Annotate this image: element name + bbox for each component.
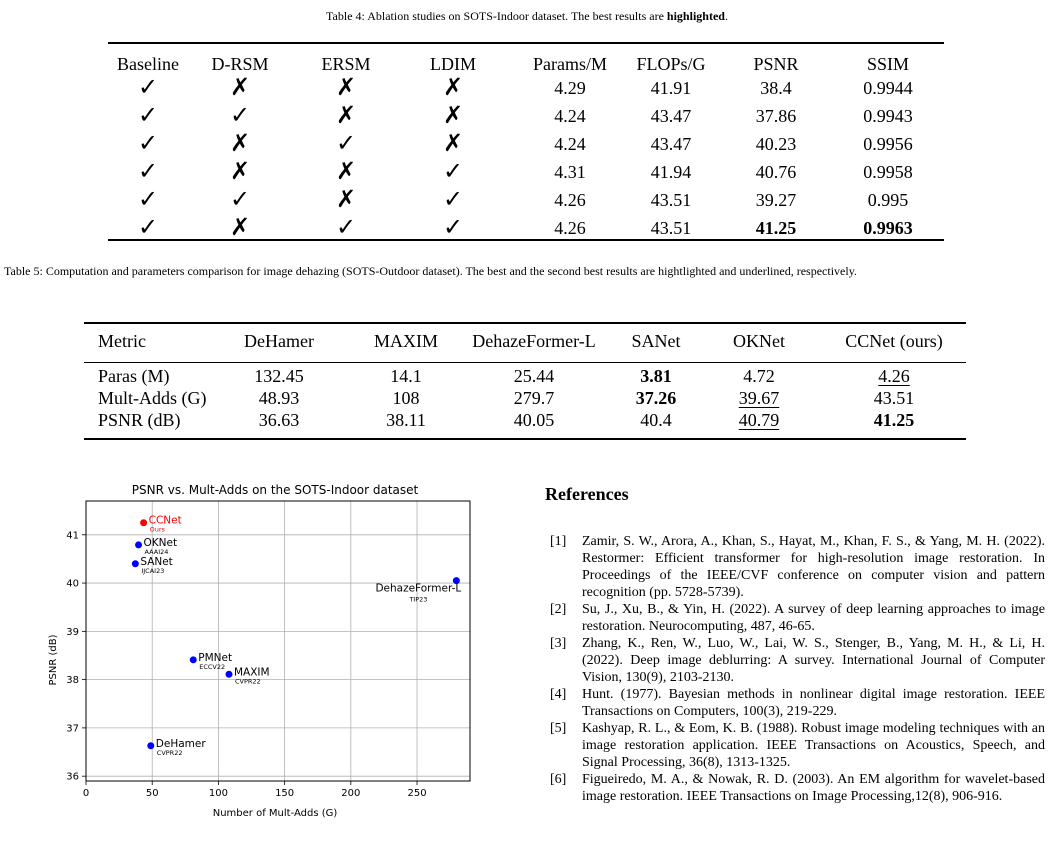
table4-header-cell: D-RSM	[211, 54, 269, 74]
table4-cell: 43.51	[650, 218, 692, 238]
table4-cell: ✗	[442, 103, 464, 129]
table5-cell-wrap	[346, 387, 466, 409]
chart-xtick-label: 0	[82, 788, 90, 799]
table4-cell: 40.23	[755, 134, 797, 154]
table4-cell: ✓	[229, 103, 251, 129]
table5-bottom-rule	[84, 438, 966, 440]
table5-cell-wrap	[224, 409, 334, 431]
chart-point-label: DeHamer	[155, 737, 206, 750]
reference-item	[550, 533, 1045, 601]
table4-cell: 41.91	[650, 78, 692, 98]
table5-cell-wrap	[98, 330, 238, 352]
table4-caption-text: Table 4: Ablation studies on SOTS-Indoor dataset. The best results are	[326, 9, 667, 23]
table5-cell-wrap	[224, 387, 334, 409]
table4-row	[108, 214, 944, 242]
table4-cell: 4.26	[554, 218, 586, 238]
table4-cell: ✗	[229, 215, 251, 241]
table4-cell: ✗	[335, 187, 357, 213]
reference-text: Hunt. (1977). Bayesian methods in nonlinear digital image restoration. IEEE Transactions on Computers, 100(3), 219-229.	[582, 687, 1045, 719]
chart-point-venue: TIP23	[409, 595, 428, 604]
reference-text: Figueiredo, M. A., & Nowak, R. D. (2003). An EM algorithm for wavelet-based image restoration. IEEE Transactions on Image Processing,12(8), 906-916.	[582, 772, 1045, 804]
chart-point-label: PMNet	[198, 651, 233, 664]
chart-point-venue: Ours	[149, 525, 165, 534]
table4-cell: 38.4	[760, 78, 792, 98]
table4-cell: 43.47	[650, 134, 692, 154]
table5-cell: Paras (M)	[98, 366, 170, 386]
chart-point-venue: CVPR22	[156, 748, 183, 757]
table4-row	[108, 186, 944, 214]
chart-point-label: SANet	[140, 555, 173, 568]
table5-top-rule	[84, 322, 966, 324]
chart-point-venue: IJCAI23	[141, 566, 165, 575]
table4-header-cell: SSIM	[866, 54, 910, 74]
chart-ylabel: PSNR (dB)	[48, 634, 59, 686]
table5-cell: PSNR (dB)	[98, 410, 181, 430]
chart-xlabel: Number of Mult-Adds (G)	[212, 808, 338, 819]
table4-cell: ✓	[335, 215, 357, 241]
reference-number: [1]	[550, 534, 567, 549]
chart-ytick-label: 40	[66, 578, 79, 590]
table5-cell-wrap	[346, 409, 466, 431]
chart-point	[140, 519, 147, 526]
table5-cell: 38.11	[386, 410, 426, 430]
table4-cell: 43.51	[650, 190, 692, 210]
table4-cell: 0.9958	[863, 162, 913, 182]
table5-cell-wrap	[616, 330, 696, 352]
reference-text: Kashyap, R. L., & Eom, K. B. (1988). Robust image modeling techniques with an image restoration application. IEEE Transactions on Acoustics, Speech, and Signal Processing, 36(8), 1313-1325.	[582, 721, 1045, 770]
reference-number: [5]	[550, 721, 567, 736]
table4-cell: 0.9963	[863, 218, 913, 238]
table4-cell: 41.25	[755, 218, 797, 238]
table5-cell: 43.51	[873, 388, 915, 408]
table5-header-cell: MAXIM	[373, 331, 438, 351]
reference-item	[550, 601, 1045, 635]
chart-xtick-label: 100	[208, 788, 228, 799]
chart-ticks	[66, 530, 426, 799]
table4-header-cell: Baseline	[117, 54, 179, 74]
table5-cell: 25.44	[513, 366, 555, 386]
chart-ytick-label: 36	[66, 771, 79, 783]
chart-point-label: DehazeFormer-L	[375, 582, 462, 595]
table4-cell: 37.86	[755, 106, 797, 126]
chart-xtick-label: 200	[341, 788, 361, 799]
table5-cell-wrap	[616, 387, 696, 409]
table5-row	[84, 387, 966, 409]
table4-cell: ✓	[137, 159, 159, 185]
table4-cell: ✓	[137, 75, 159, 101]
table4-cell: 41.94	[650, 162, 692, 182]
table5-cell: 40.79	[738, 410, 780, 430]
table4-cell: ✗	[442, 131, 464, 157]
chart-point	[135, 541, 142, 548]
table5-header-cell: CCNet (ours)	[845, 331, 943, 351]
table5-cell-wrap	[454, 365, 614, 387]
table4-caption-suffix: .	[724, 9, 728, 23]
table4-cell: 4.31	[554, 162, 586, 182]
table4-cell: ✗	[229, 75, 251, 101]
chart-ytick-label: 41	[66, 530, 79, 542]
table5-cell-wrap	[98, 365, 238, 387]
table5-cell-wrap	[714, 330, 804, 352]
reference-item	[550, 771, 1045, 805]
table5-cell-wrap	[98, 387, 238, 409]
table4-row	[108, 130, 944, 158]
table5-cell-wrap	[714, 387, 804, 409]
table4-cell: 0.9944	[863, 78, 913, 98]
table5-cell: 132.45	[254, 366, 304, 386]
reference-number: [6]	[550, 772, 567, 787]
chart-xtick-label: 150	[275, 788, 295, 799]
table5-row	[84, 409, 966, 431]
table4-cell: ✓	[335, 131, 357, 157]
table4-cell: 0.9943	[863, 106, 913, 126]
table5-cell-wrap	[819, 409, 969, 431]
reference-text: Zhang, K., Ren, W., Luo, W., Lai, W. S., Stenger, B., Yang, M. H., & Li, H. (2022). Deep image deblurring: A survey. International Journal of Computer Vision, 130(9), 2103-2130.	[582, 636, 1045, 685]
chart-point-label: MAXIM	[234, 666, 270, 679]
table5-cell: 4.26	[878, 366, 910, 386]
chart-xtick-label: 250	[407, 788, 427, 799]
table5-cell: 40.4	[640, 410, 672, 430]
table4-cell: ✗	[442, 75, 464, 101]
table5-cell: 36.63	[258, 410, 300, 430]
reference-item	[550, 686, 1045, 720]
table5-header-cell: DehazeFormer-L	[472, 331, 596, 351]
table5-header-cell: OKNet	[733, 331, 785, 351]
table4-cell: ✗	[335, 75, 357, 101]
table4-header-cell: PSNR	[753, 54, 799, 74]
table4-row	[108, 158, 944, 186]
table4-cell: ✓	[442, 159, 464, 185]
chart-point	[190, 656, 197, 663]
chart-ytick-label: 38	[66, 675, 79, 687]
table5-cell-wrap	[454, 330, 614, 352]
table5-cell-wrap	[224, 330, 334, 352]
table4-row	[108, 74, 944, 102]
table4-header-cell: LDIM	[430, 54, 476, 74]
chart-points	[132, 515, 462, 757]
table4-cell: 4.26	[554, 190, 586, 210]
table5-header-row	[84, 330, 966, 352]
references-title: References	[545, 484, 629, 504]
table5-cell-wrap	[819, 387, 969, 409]
table4-cell: 0.995	[867, 190, 909, 210]
table4-cell: ✗	[229, 159, 251, 185]
chart-point-venue: AAAI24	[144, 547, 169, 556]
table4-top-rule	[108, 42, 944, 44]
table5-cell-wrap	[819, 365, 969, 387]
reference-item	[550, 635, 1045, 686]
table4-cell: 4.24	[554, 106, 586, 126]
table4-cell: ✓	[137, 187, 159, 213]
table4-cell: ✗	[229, 131, 251, 157]
table5-cell-wrap	[454, 387, 614, 409]
table5-cell: 40.05	[513, 410, 555, 430]
chart-xtick-label: 50	[145, 788, 159, 799]
table4-cell: 40.76	[755, 162, 797, 182]
chart-point-venue: ECCV22	[199, 662, 226, 671]
chart-point	[147, 742, 154, 749]
table4-cell: ✓	[442, 187, 464, 213]
table5-cell-wrap	[616, 365, 696, 387]
table5-cell: 37.26	[635, 388, 677, 408]
table4-cell: 4.24	[554, 134, 586, 154]
reference-item	[550, 720, 1045, 771]
table5-cell: 279.7	[513, 388, 555, 408]
table5-cell-wrap	[616, 409, 696, 431]
table5-cell: 41.25	[873, 410, 915, 430]
reference-number: [3]	[550, 636, 567, 651]
table5-cell-wrap	[714, 365, 804, 387]
table4-header-cell: FLOPs/G	[636, 54, 706, 74]
table4-row	[108, 102, 944, 130]
table4-cell: ✓	[137, 131, 159, 157]
table4-cell: 39.27	[755, 190, 797, 210]
table4-cell: ✓	[137, 215, 159, 241]
table4-cell: 0.9956	[863, 134, 913, 154]
table5-cell: 48.93	[258, 388, 300, 408]
chart-title: PSNR vs. Mult-Adds on the SOTS-Indoor dataset	[131, 483, 419, 497]
table5-cell: 4.72	[743, 366, 775, 386]
table4-cell: ✗	[335, 103, 357, 129]
references-list	[550, 533, 1045, 805]
table4-cell: ✗	[335, 159, 357, 185]
table5-cell-wrap	[819, 330, 969, 352]
table5-cell-wrap	[714, 409, 804, 431]
table5-header-cell: Metric	[98, 331, 146, 351]
table5-cell-wrap	[346, 330, 466, 352]
table5-cell: 108	[392, 388, 420, 408]
table4-cell: ✓	[442, 215, 464, 241]
table4-cell: 43.47	[650, 106, 692, 126]
table4-header-cell: ERSM	[321, 54, 371, 74]
chart-point-venue: CVPR22	[235, 677, 261, 686]
table4-caption-bold: highlighted	[666, 9, 725, 23]
chart-point	[226, 671, 233, 678]
table5-cell: 3.81	[640, 366, 672, 386]
reference-text: Zamir, S. W., Arora, A., Khan, S., Hayat, M., Khan, F. S., & Yang, M. H. (2022). Restormer: Efficient transformer for high-resolution image restoration. In Proceedings of the IEEE/CVF conference on computer vision and pattern recognition (pp. 5728-5739).	[582, 534, 1045, 600]
table5-mid-rule	[84, 362, 966, 363]
table5-cell-wrap	[454, 409, 614, 431]
chart-point	[132, 560, 139, 567]
table5-row	[84, 365, 966, 387]
table5-cell-wrap	[346, 365, 466, 387]
table4-cell: 4.29	[554, 78, 586, 98]
table5-cell: 39.67	[738, 388, 780, 408]
chart-point-label: CCNet	[148, 514, 182, 527]
table4-header-cell: Params/M	[533, 54, 607, 74]
reference-number: [2]	[550, 602, 567, 617]
chart-point-label: OKNet	[143, 536, 178, 549]
chart-ytick-label: 37	[66, 723, 79, 735]
table5-header-cell: SANet	[631, 331, 681, 351]
table4-caption	[0, 9, 1054, 24]
table5-header-cell: DeHamer	[244, 331, 314, 351]
reference-number: [4]	[550, 687, 567, 702]
table5-cell-wrap	[224, 365, 334, 387]
table5-cell-wrap	[98, 409, 238, 431]
table4-cell: ✓	[229, 187, 251, 213]
table5-caption: Table 5: Computation and parameters comparison for image dehazing (SOTS-Outdoor dataset). The best and the second best results are hightlighted and underlined, respectively.	[4, 264, 857, 278]
table5-cell: Mult-Adds (G)	[98, 388, 207, 408]
table4-cell: ✓	[137, 103, 159, 129]
chart-ytick-label: 39	[66, 626, 79, 638]
psnr-vs-multadds-chart	[40, 478, 480, 841]
table5-cell: 14.1	[390, 366, 422, 386]
reference-text: Su, J., Xu, B., & Yin, H. (2022). A survey of deep learning approaches to image restoration. Neurocomputing, 487, 46-65.	[582, 602, 1045, 634]
